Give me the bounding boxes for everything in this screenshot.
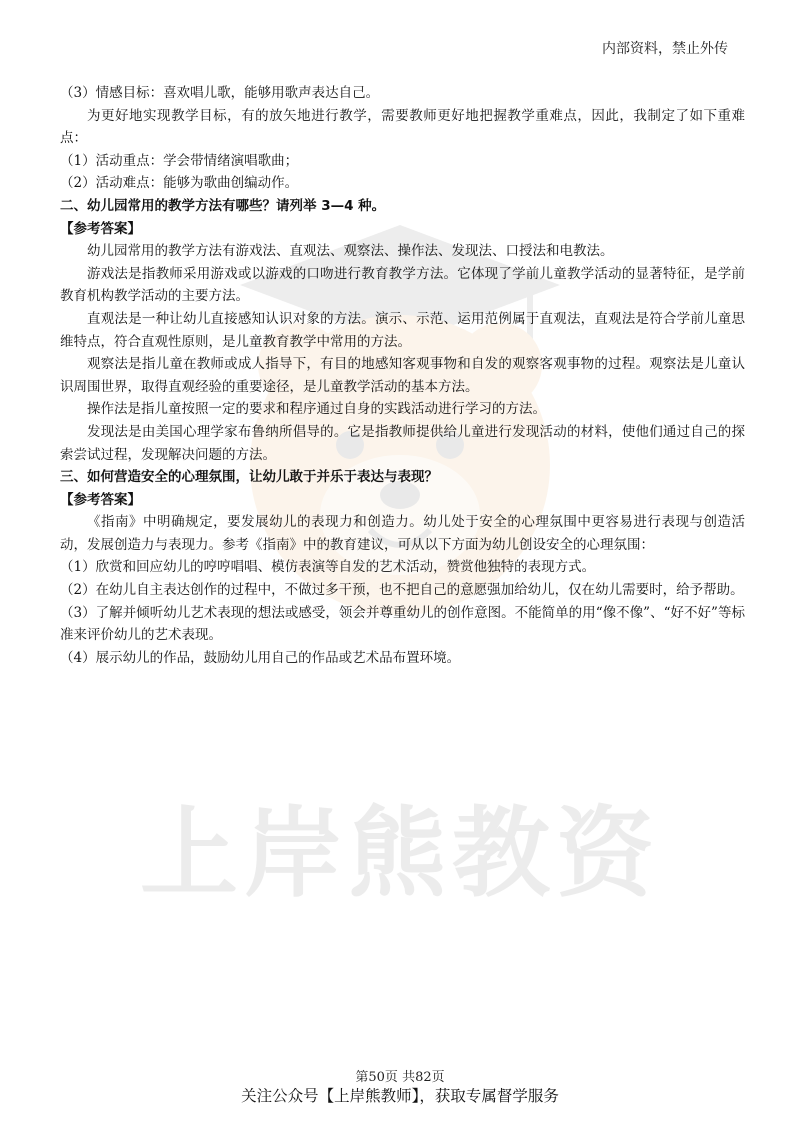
watermark-text: 上岸熊教资 — [140, 797, 661, 911]
section-3-heading: 三、如何营造安全的心理氛围，让幼儿敢于并乐于表达与表现？ — [60, 469, 438, 486]
paragraph: 游戏法是指教师采用游戏或以游戏的口吻进行教育教学方法。它体现了学前儿童教学活动的显著特征，是学前教育机构教学活动的主要方法。 — [60, 265, 745, 305]
page-number: 第50页 共82页 — [355, 1070, 445, 1085]
section-2-heading: 二、幼儿园常用的教学方法有哪些？请列举 3—4 种。 — [60, 197, 386, 214]
activity-difficulty-line: （2）活动难点：能够为歌曲创编动作。 — [60, 175, 299, 192]
emotion-goal-line: （3）情感目标：喜欢唱儿歌，能够用歌声表达自己。 — [60, 85, 380, 101]
paragraph: 《指南》中明确规定，要发展幼儿的表现力和创造力。幼儿处于安全的心理氛围中更容易进行表现与创造活动，发展创造力与表现力。参考《指南》中的教育建议，可从以下方面为幼儿创设安全的心理氛围： — [60, 514, 745, 553]
list-item: （4）展示幼儿的作品，鼓励幼儿用自己的作品或艺术品布置环境。 — [60, 649, 461, 666]
footer-promo: 关注公众号【上岸熊教师】，获取专属督学服务 — [241, 1087, 559, 1105]
paragraph: 操作法是指儿童按照一定的要求和程序通过自身的实践活动进行学习的方法。 — [87, 401, 546, 418]
document-body — [60, 82, 745, 669]
paragraph: 观察法是指儿童在教师或成人指导下，有目的地感知客观事物和自发的观察客观事物的过程。观察法是儿童认识周围世界，取得直观经验的重要途径，是儿童教学活动的基本方法。 — [60, 356, 745, 395]
section-3-answer-label: 【参考答案】 — [60, 491, 141, 508]
paragraph: 发现法是由美国心理学家布鲁纳所倡导的。它是指教师提供给儿童进行发现活动的材料，使他们通过自己的探索尝试过程，发现解决问题的方法。 — [60, 423, 745, 463]
section-2-answer-label: 【参考答案】 — [60, 220, 141, 237]
list-item: （1）欣赏和回应幼儿的哼哼唱唱、模仿表演等自发的艺术活动，赞赏他独特的表现方式。 — [60, 559, 596, 576]
key-points-intro: 为更好地实现教学目标，有的放矢地进行教学，需要教师更好地把握教学重难点，因此，我制定了如下重难点： — [60, 107, 745, 147]
paragraph: 幼儿园常用的教学方法有游戏法、直观法、观察法、操作法、发现法、口授法和电教法。 — [87, 243, 614, 260]
paragraph: 直观法是一种让幼儿直接感知认识对象的方法。演示、示范、运用范例属于直观法，直观法是符合学前儿童思维特点，符合直观性原则，是儿童教育教学中常用的方法。 — [60, 310, 745, 350]
confidential-note: 内部资料，禁止外传 — [602, 41, 728, 57]
activity-focus-line: （1）活动重点：学会带情绪演唱歌曲； — [60, 152, 299, 169]
list-item: （3）了解并倾听幼儿艺术表现的想法或感受，领会并尊重幼儿的创作意图。不能简单的用“像不像”、“好不好”等标准来评价幼儿的艺术表现。 — [60, 604, 745, 644]
list-item: （2）在幼儿自主表达创作的过程中，不做过多干预，也不把自己的意愿强加给幼儿，仅在幼儿需要时，给予帮助。 — [60, 582, 744, 599]
